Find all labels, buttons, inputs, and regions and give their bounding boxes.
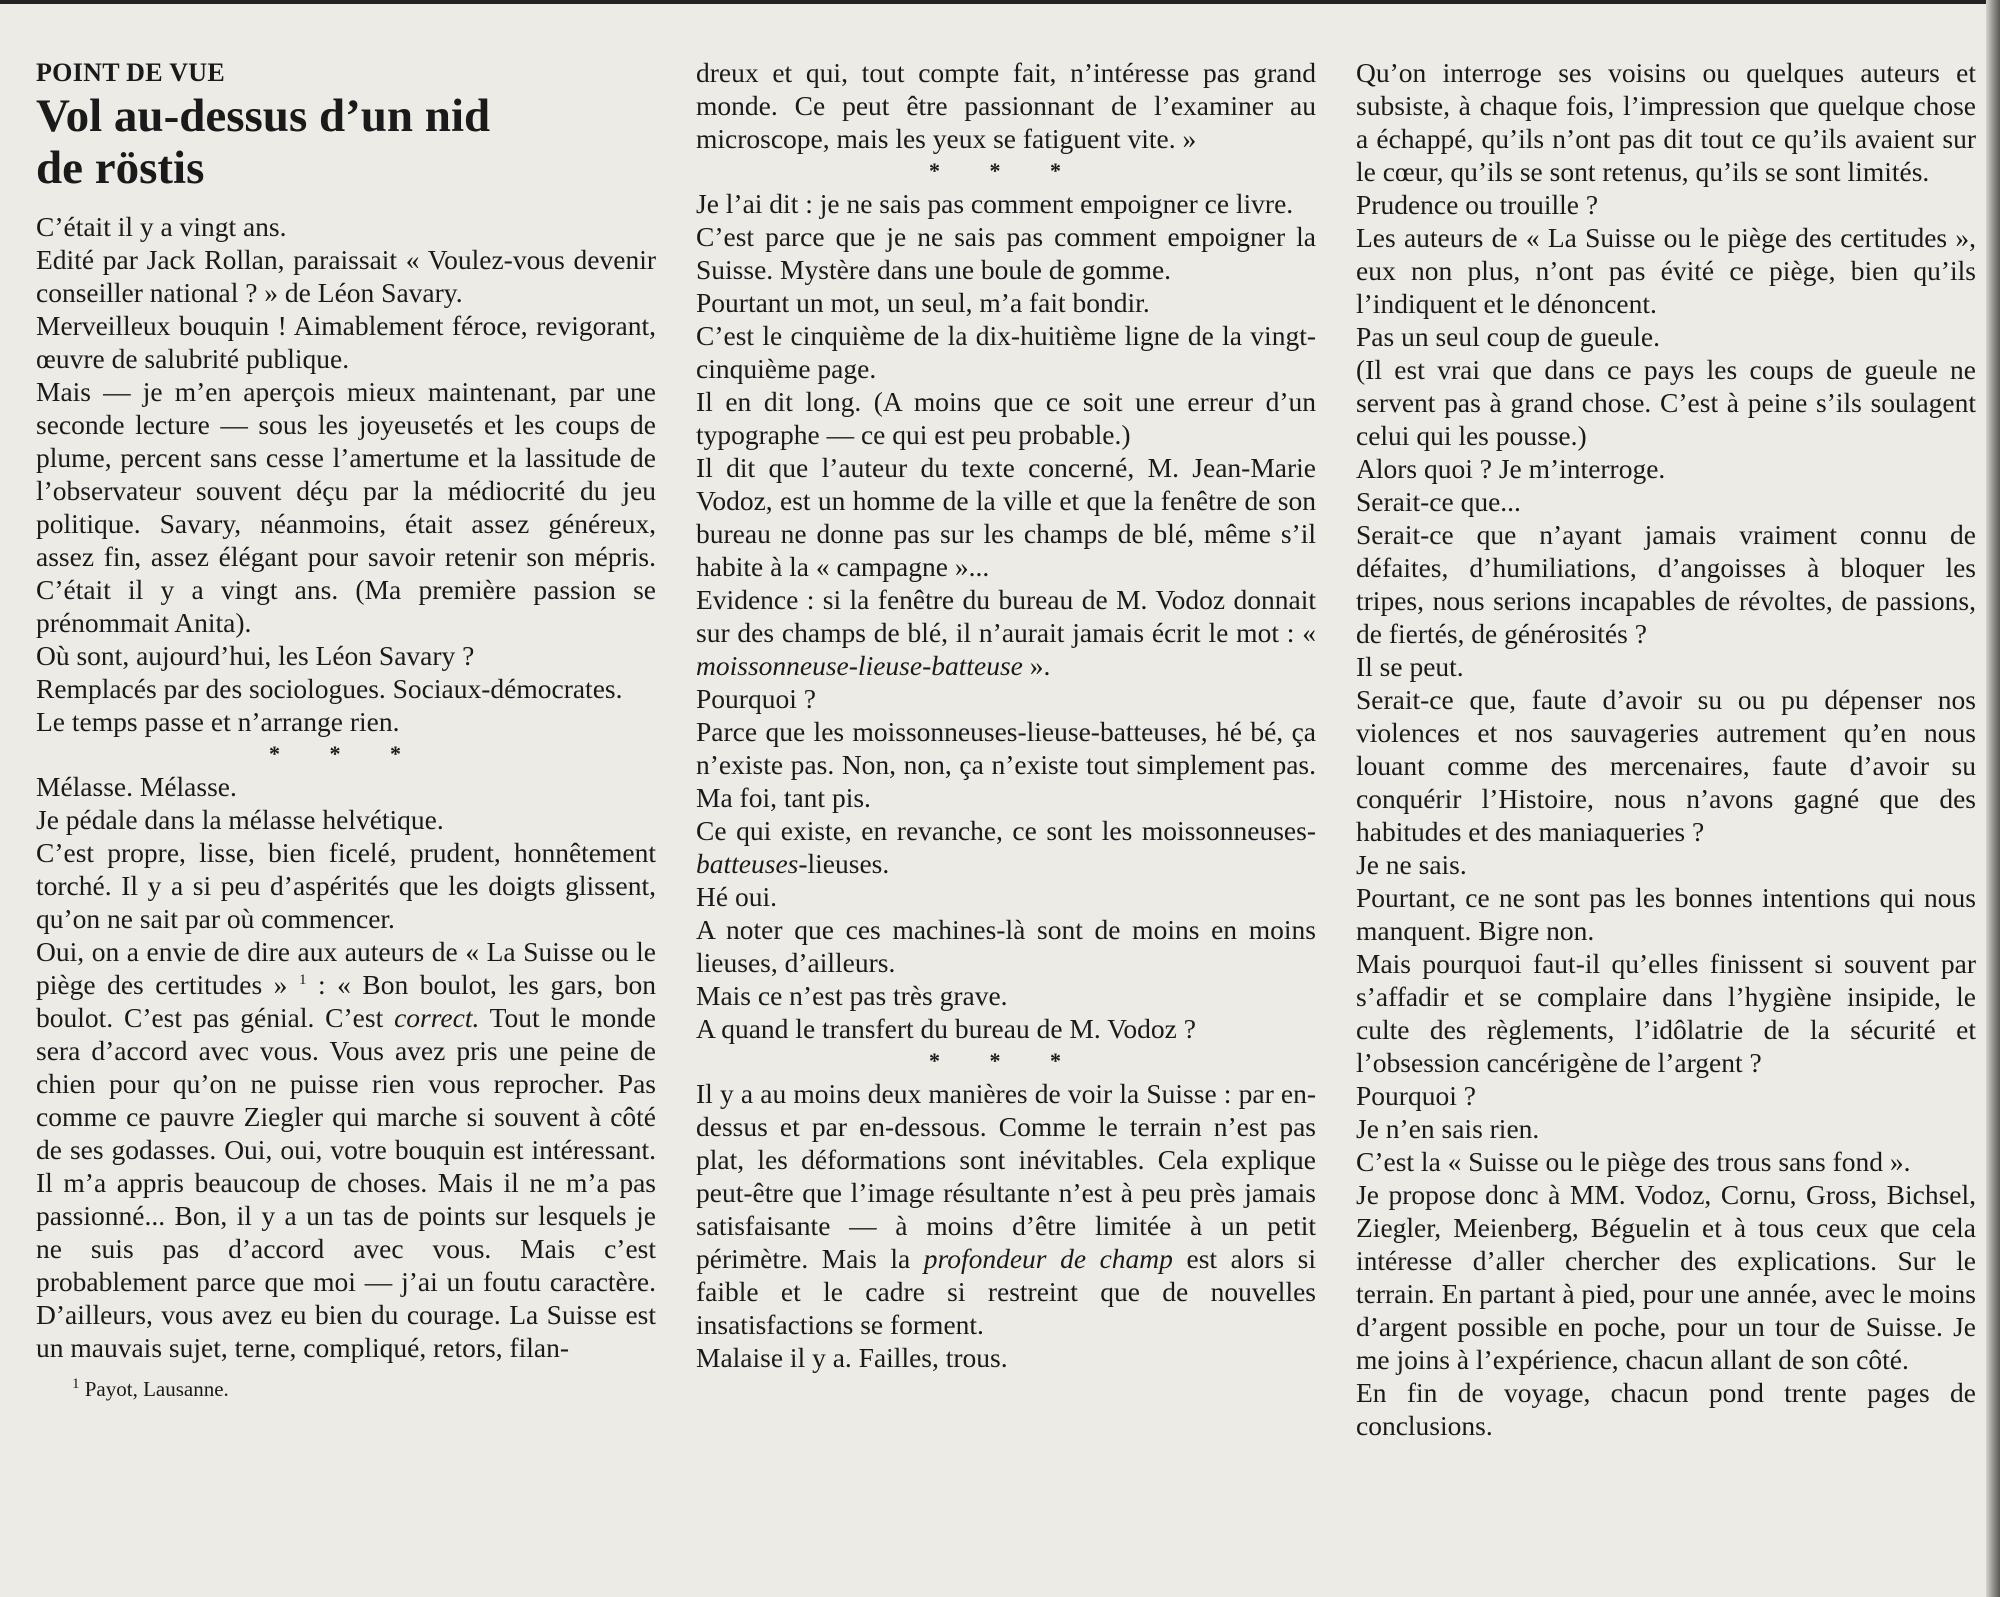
paragraph: Alors quoi ? Je m’interroge.: [1356, 453, 1666, 484]
text-run: Ce qui existe, en revanche, ce sont les moissonneuses-: [696, 815, 1316, 846]
text-run: est alors si faible et le cadre si restreint que de nouvelles insatisfactions se forment.: [696, 1243, 1316, 1340]
paragraph: Serait-ce que...: [1356, 486, 1521, 517]
section-separator: * * *: [269, 741, 423, 766]
headline-line-2: de röstis: [36, 142, 205, 194]
paragraph: C’est la « Suisse ou le piège des trous sans fond ».: [1356, 1146, 1911, 1177]
paragraph: Pourtant un mot, un seul, m’a fait bondir.: [696, 287, 1150, 318]
paragraph: A noter que ces machines-là sont de moins en moins lieuses, d’ailleurs.: [696, 914, 1316, 978]
paragraph: [696, 814, 1316, 880]
paragraph: [696, 1077, 1316, 1341]
paragraph: Pourquoi ?: [696, 683, 816, 714]
paragraph: Je ne sais.: [1356, 849, 1467, 880]
top-rule: [0, 0, 2000, 4]
footnote: [36, 1374, 656, 1404]
paragraph: Qu’on interroge ses voisins ou quelques auteurs et subsiste, à chaque fois, l’impression que quelque chose a échappé, qu’ils n’ont pas dit tout ce qu’ils avaient sur le cœur, qu’ils se sont retenus, qu’ils se sont limités.: [1356, 57, 1976, 187]
paragraph: Je l’ai dit : je ne sais pas comment empoigner ce livre.: [696, 188, 1294, 219]
paragraph: Il se peut.: [1356, 651, 1464, 682]
paragraph: Les auteurs de « La Suisse ou le piège des certitudes », eux non plus, n’ont pas évité ce piège, bien qu’ils l’indiquent et le dénoncent.: [1356, 222, 1976, 319]
emphasis: profondeur de champ: [923, 1243, 1173, 1274]
paragraph: Mais ce n’est pas très grave.: [696, 980, 1008, 1011]
paragraph: Serait-ce que, faute d’avoir su ou pu dépenser nos violences et nos sauvageries autrement qu’en nous louant comme des mercenaires, faute d’avoir su conquérir l’Histoire, nous n’avons gagné que des habitudes et des maniaqueries ?: [1356, 684, 1976, 847]
paragraph: Mais — je m’en aperçois mieux maintenant, par une seconde lecture — sous les joyeusetés et les coups de plume, percent sans cesse l’amertume et la lassitude de l’observateur souvent déçu par la médiocrité du jeu politique. Savary, néanmoins, était assez généreux, assez fin, assez élégant pour savoir retenir son mépris. C’était il y a vingt ans. (Ma première passion se prénommait Anita).: [36, 376, 656, 638]
column-2: [696, 56, 1316, 1576]
emphasis: batteuses: [696, 848, 799, 879]
paragraph: dreux et qui, tout compte fait, n’intéresse pas grand monde. Ce peut être passionnant de l’examiner au microscope, mais les yeux se fatiguent vite. »: [696, 57, 1316, 154]
emphasis: moissonneuse-lieuse-batteuse: [696, 650, 1023, 681]
text-run: ».: [1022, 650, 1051, 681]
section-separator: * * *: [929, 158, 1083, 183]
headline-line-1: Vol au-dessus d’un nid: [36, 90, 491, 142]
paragraph: Je n’en sais rien.: [1356, 1113, 1540, 1144]
footnote-ref: 1: [298, 971, 307, 988]
column-3: [1356, 56, 1976, 1576]
article-page: [36, 56, 1976, 1576]
text-run: Oui, on a envie de dire aux auteurs de « La Suisse ou le piège des certitudes »: [36, 936, 656, 1000]
column-1: [36, 56, 656, 1576]
text-run: : « Bon boulot, les gars, bon boulot. C’est pas génial. C’est: [36, 969, 656, 1033]
paragraph: Prudence ou trouille ?: [1356, 189, 1599, 220]
paragraph: C’est le cinquième de la dix-huitième ligne de la vingt-cinquième page.: [696, 320, 1316, 384]
paragraph: Le temps passe et n’arrange rien.: [36, 706, 400, 737]
paragraph: Où sont, aujourd’hui, les Léon Savary ?: [36, 640, 475, 671]
paragraph: Mais pourquoi faut-il qu’elles finissent si souvent par s’affadir et se complaire dans l’hygiène insipide, le culte des règlements, l’idôlatrie de la sécurité et l’obsession cancérigène de l’argent ?: [1356, 948, 1976, 1078]
paragraph: C’était il y a vingt ans.: [36, 211, 287, 242]
paragraph: Parce que les moissonneuses-lieuse-batteuses, hé bé, ça n’existe pas. Non, non, ça n’existe tout simplement pas. Ma foi, tant pis.: [696, 716, 1316, 813]
text-run: Tout le monde sera d’accord avec vous. Vous avez pris une peine de chien pour qu’on ne puisse rien vous reprocher. Pas comme ce pauvre Ziegler qui marche si souvent à côté de ses godasses. Oui, oui, votre bouquin est intéressant. Il m’a appris beaucoup de choses. Mais il ne m’a pas passionné... Bon, il y a un tas de points sur lesquels je ne suis pas d’accord avec vous. Mais c’est probablement parce que moi — j’ai un foutu caractère. D’ailleurs, vous avez eu bien du courage. La Suisse est un mauvais sujet, terne, compliqué, retors, filan-: [36, 1002, 657, 1363]
paragraph: Pourtant, ce ne sont pas les bonnes intentions qui nous manquent. Bigre non.: [1356, 882, 1976, 946]
paragraph: Malaise il y a. Failles, trous.: [696, 1342, 1008, 1373]
text-run: -lieuses.: [798, 848, 890, 879]
paragraph: C’est parce que je ne sais pas comment empoigner la Suisse. Mystère dans une boule de gomme.: [696, 221, 1316, 285]
paragraph: [696, 583, 1316, 682]
footnote-text: Payot, Lausanne.: [79, 1377, 229, 1401]
section-separator: * * *: [929, 1048, 1083, 1073]
paragraph: (Il est vrai que dans ce pays les coups de gueule ne servent pas à grand chose. C’est à peine s’ils soulagent celui qui les pousse.): [1356, 354, 1976, 451]
paragraph: Il en dit long. (A moins que ce soit une erreur d’un typographe — ce qui est peu probable.): [696, 386, 1316, 450]
headline: [36, 90, 656, 194]
paragraph: A quand le transfert du bureau de M. Vodoz ?: [696, 1013, 1196, 1044]
footnote-mark: 1: [72, 1376, 80, 1392]
paragraph: C’est propre, lisse, bien ficelé, prudent, honnêtement torché. Il y a si peu d’aspérités que les doigts glissent, qu’on ne sait par où commencer.: [36, 837, 656, 934]
paragraph: Pas un seul coup de gueule.: [1356, 321, 1660, 352]
paragraph: Serait-ce que n’ayant jamais vraiment connu de défaites, d’humiliations, d’angoisses à bloquer les tripes, nous serions incapables de révoltes, de passions, de fiertés, de générosités ?: [1356, 519, 1976, 649]
paragraph: Il dit que l’auteur du texte concerné, M. Jean-Marie Vodoz, est un homme de la ville et que la fenêtre de son bureau ne donne pas sur les champs de blé, même s’il habite à la « campagne »...: [696, 452, 1316, 582]
paragraph: Remplacés par des sociologues. Sociaux-démocrates.: [36, 673, 623, 704]
text-run: Evidence : si la fenêtre du bureau de M. Vodoz donnait sur des champs de blé, il n’aurait jamais écrit le mot : «: [696, 584, 1316, 648]
paragraph: Mélasse. Mélasse.: [36, 771, 237, 802]
emphasis: correct.: [394, 1002, 480, 1033]
paragraph: Hé oui.: [696, 881, 777, 912]
paragraph: Merveilleux bouquin ! Aimablement féroce, revigorant, œuvre de salubrité publique.: [36, 310, 656, 374]
kicker: POINT DE VUE: [36, 58, 226, 87]
paragraph: Edité par Jack Rollan, paraissait « Voulez-vous devenir conseiller national ? » de Léon Savary.: [36, 244, 656, 308]
page-edge-shadow: [1986, 0, 2000, 1597]
paragraph: Je pédale dans la mélasse helvétique.: [36, 804, 444, 835]
paragraph: Je propose donc à MM. Vodoz, Cornu, Gross, Bichsel, Ziegler, Meienberg, Béguelin et à tous ceux que cela intéresse d’aller chercher des explications. Sur le terrain. En partant à pied, pour une année, avec le moins d’argent possible en poche, pour un tour de Suisse. Je me joins à l’expérience, chacun allant de son côté.: [1356, 1179, 1976, 1375]
paragraph: En fin de voyage, chacun pond trente pages de conclusions.: [1356, 1377, 1976, 1441]
paragraph: [36, 935, 656, 1364]
paragraph: Pourquoi ?: [1356, 1080, 1476, 1111]
text-run: Il y a au moins deux manières de voir la Suisse : par en-dessus et par en-dessous. Comme le terrain n’est pas plat, les déformations sont inévitables. Cela explique peut-être que l’image résultante n’est à peu près jamais satisfaisante — à moins d’être limitée à un petit périmètre. Mais la: [696, 1078, 1316, 1274]
